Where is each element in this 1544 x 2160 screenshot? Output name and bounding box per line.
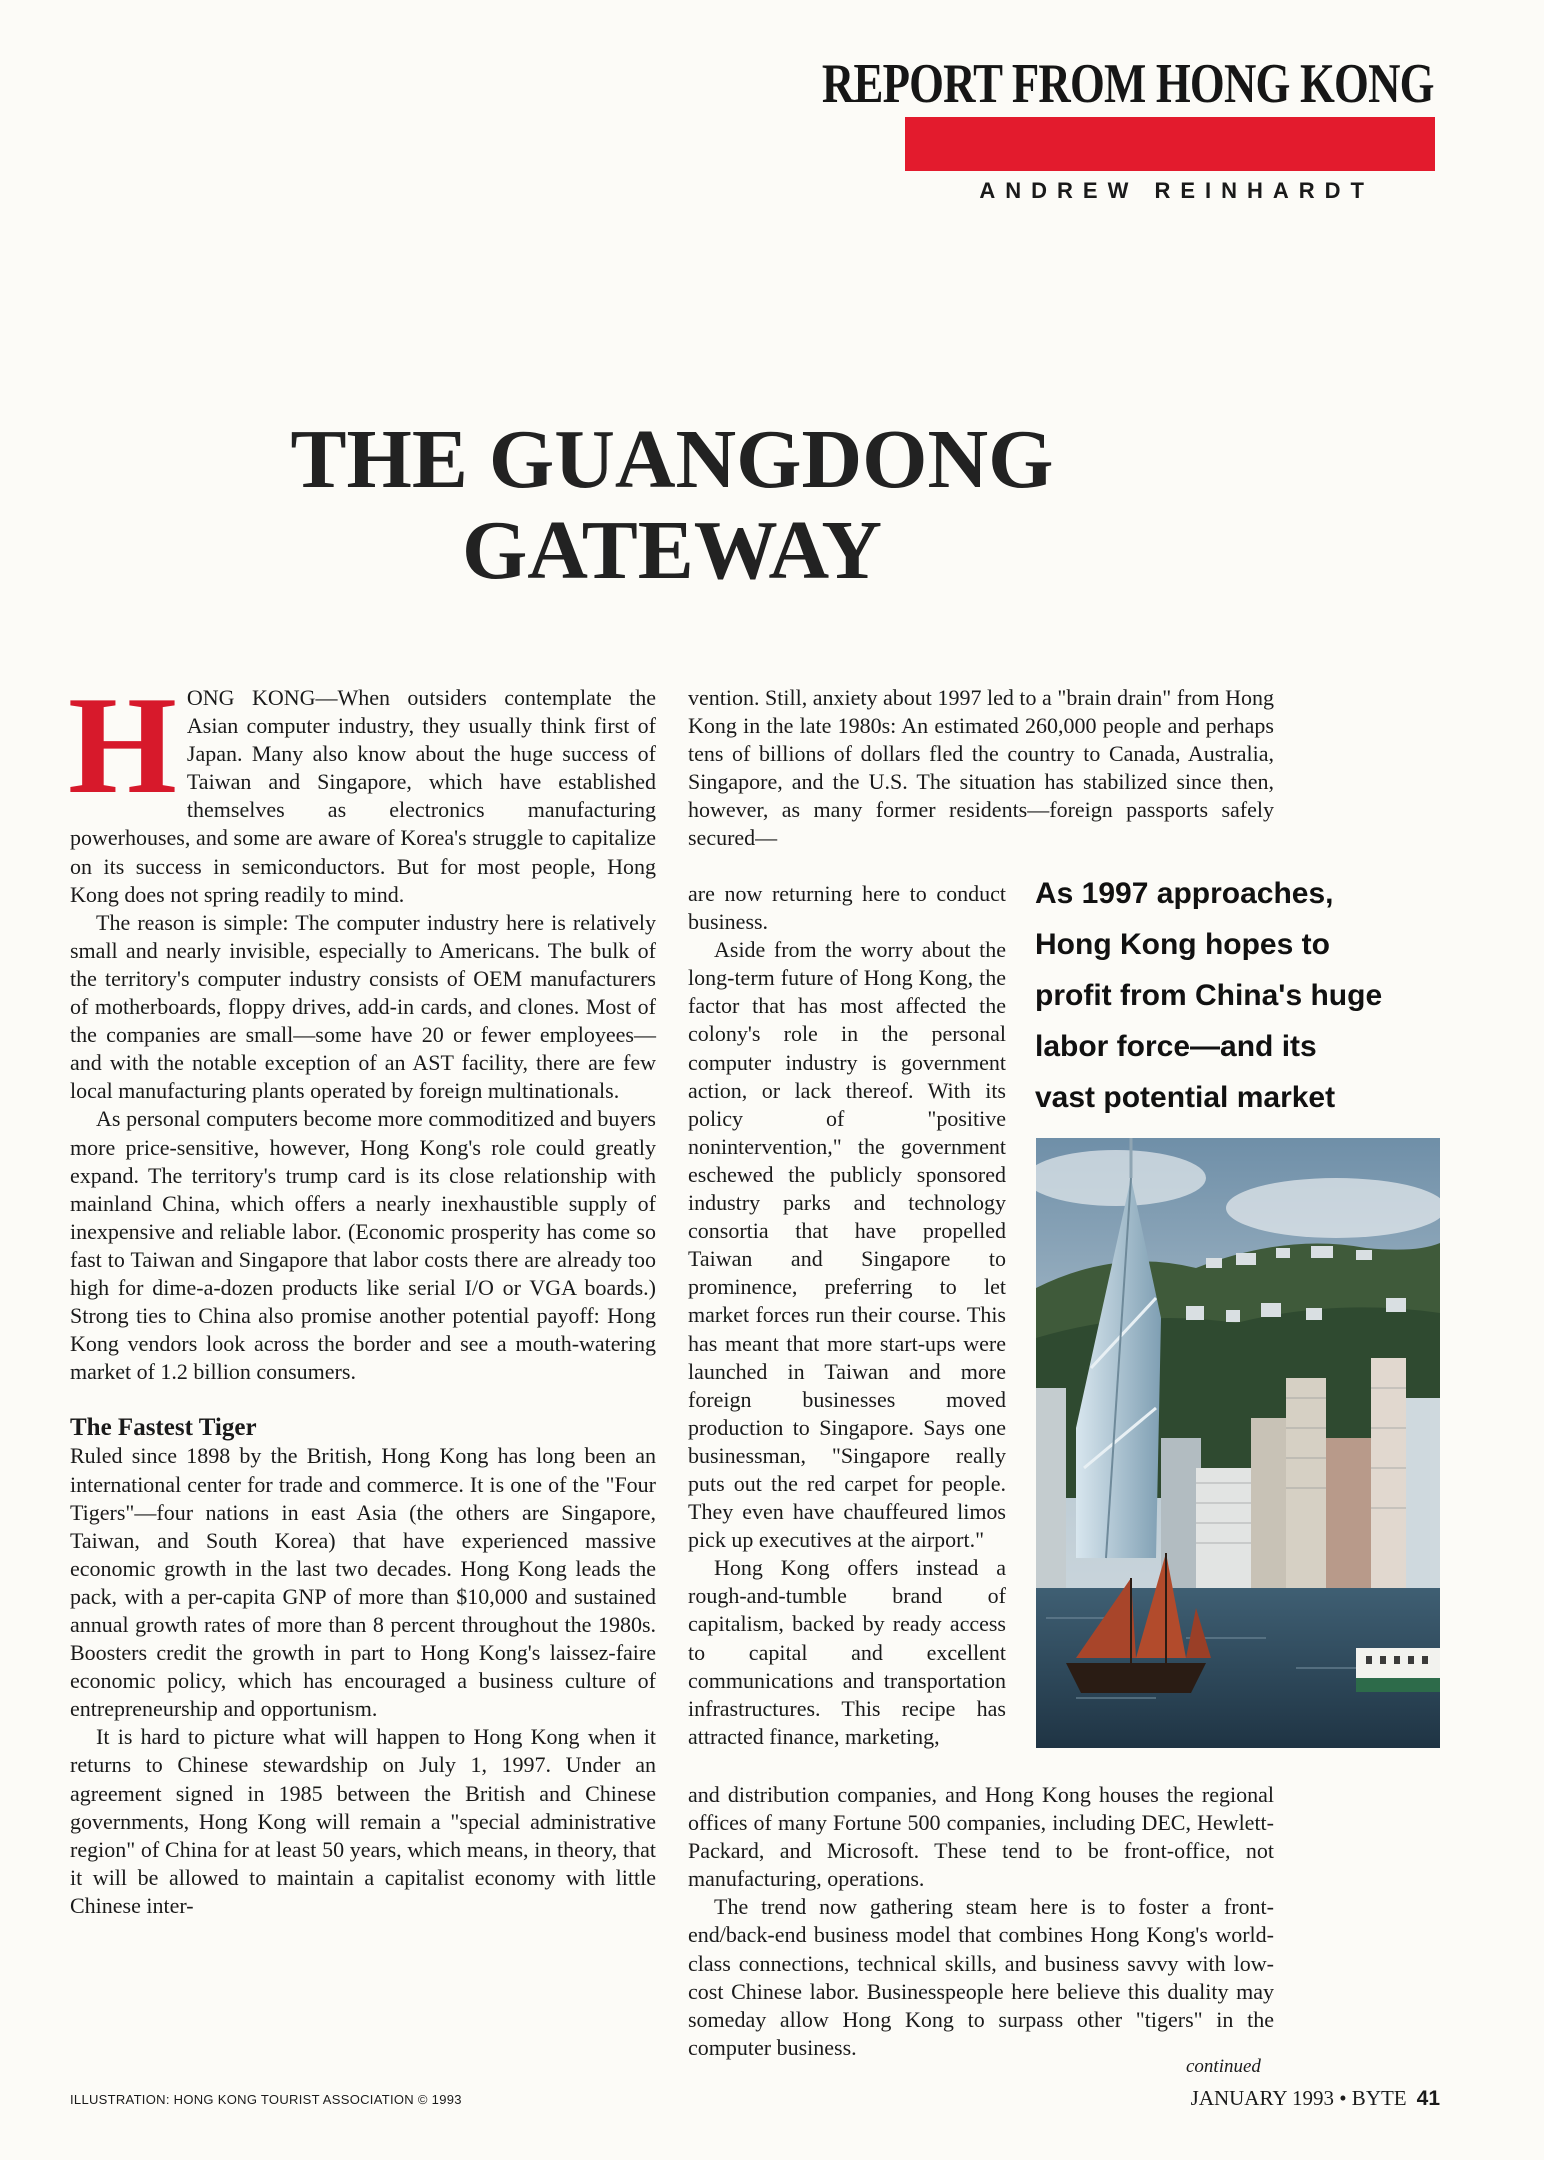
pull-quote-line: profit from China's huge: [1035, 979, 1383, 1012]
article-column-2-bottom: [688, 1781, 1274, 2062]
photo-credit: ILLUSTRATION: HONG KONG TOURIST ASSOCIATION © 1993: [70, 2092, 462, 2107]
pull-quote-line: Hong Kong hopes to: [1035, 928, 1330, 961]
continued-label: continued: [1186, 2056, 1261, 2077]
article-column-2-top: [688, 684, 1274, 853]
issue-date: JANUARY 1993 • BYTE: [1190, 2086, 1407, 2110]
paragraph-text: ONG KONG—When outsiders contemplate the Asian computer industry, they usually think first of Japan. Many also know about the huge success of Taiwan and Singapore, which have established themselves as electronics manufacturing powerhouses, and some are aware of Korea's struggle to capitalize on its success in semiconductors. But for most people, Hong Kong does not spring readily to mind.: [70, 685, 656, 907]
article-paragraph: and distribution companies, and Hong Kong houses the regional offices of many Fortune 500 companies, including DEC, Hewlett-Packard, and Microsoft. These tend to be front-office, not manufacturing, operations.: [688, 1782, 1274, 1892]
article-column-1: [68, 668, 656, 1920]
article-paragraph: Ruled since 1898 by the British, Hong Kong has long been an international center for trade and commerce. It is one of the "Four Tigers"—four nations in east Asia (the others are Singapore, Taiwan, and South Korea) that have experienced massive economic growth in the last two decades. Hong Kong leads the pack, with a per-capita GNP of more than $10,000 and sustained annual growth rates of more than 8 percent throughout the 1980s. Boosters credit the growth in part to Hong Kong's laissez-faire economic policy, which has encouraged a business culture of entrepreneurship and opportunism.: [70, 1443, 656, 1722]
pull-quote-line: labor force—and its: [1035, 1030, 1317, 1063]
headline-line-2: GATEWAY: [461, 503, 883, 597]
article-paragraph: It is hard to picture what will happen to Hong Kong when it returns to Chinese stewardship on July 1, 1997. Under an agreement signed in 1985 between the British and Chinese governments, Hong Kong will remain a "special administrative region" of China for at least 50 years, which means, in theory, that it will be allowed to maintain a capitalist economy with little Chinese inter-: [70, 1724, 656, 1918]
article-column-2-narrow: [688, 880, 1006, 1751]
subhead: The Fastest Tiger: [70, 1414, 257, 1442]
headline: [0, 415, 1344, 596]
pull-quote-line: As 1997 approaches,: [1035, 877, 1334, 910]
headline-line-1: THE GUANGDONG: [290, 413, 1054, 506]
folio: [1191, 2086, 1440, 2111]
article-paragraph: The reason is simple: The computer industry here is relatively small and nearly invisible, especially to Americans. The bulk of the territory's computer industry consists of OEM manufacturers of motherboards, floppy drives, add-in cards, and clones. Most of the companies are small—some have 20 or fewer employees—and with the notable exception of an AST facility, there are few local manufacturing plants operated by foreign multinationals.: [70, 909, 656, 1104]
article-paragraph: [68, 668, 656, 909]
pull-quote: [1035, 868, 1455, 1123]
article-paragraph: Hong Kong offers instead a rough-and-tumble brand of capitalism, backed by ready access to capital and excellent communications and transportation infrastructures. This recipe has attracted finance, marketing,: [688, 1555, 1006, 1749]
page-number: 41: [1416, 2087, 1440, 2110]
hong-kong-harbor-photo: [1036, 1138, 1440, 1748]
article-paragraph: are now returning here to conduct business.: [688, 881, 1006, 935]
article-paragraph: Aside from the worry about the long-term future of Hong Kong, the factor that has most affected the colony's role in the personal computer industry is government action, or lack thereof. With its policy of "positive nonintervention," the government eschewed the publicly sponsored industry parks and technology consortia that have propelled Taiwan and Singapore to prominence, preferring to let market forces run their course. This has meant that more start-ups were launched in Taiwan and more foreign businesses moved production to Singapore. Says one businessman, "Singapore really puts out the red carpet for people. They even have chauffeured limos pick up executives at the airport.": [688, 937, 1006, 1553]
article-paragraph: The trend now gathering steam here is to foster a front-end/back-end business model that combines Hong Kong's world-class connections, technical skills, and business savvy with low-cost Chinese labor. Businesspeople here believe this duality may someday allow Hong Kong to surpass other "tigers" in the computer business.: [688, 1894, 1274, 2060]
author-byline: ANDREW REINHARDT: [979, 178, 1374, 203]
article-paragraph: vention. Still, anxiety about 1997 led to a "brain drain" from Hong Kong in the late 1980s: An estimated 260,000 people and perhaps tens of billions of dollars fled the country to Canada, Australia, Singapore, and the U.S. The situation has stabilized since then, however, as many former residents—foreign passports safely secured—: [688, 685, 1274, 851]
section-title: REPORT FROM HONG KONG: [822, 53, 1434, 115]
drop-cap: H: [68, 668, 177, 823]
article-paragraph: As personal computers become more commoditized and buyers more price-sensitive, however, Hong Kong's role could greatly expand. The territory's trump card is its close relationship with mainland China, which offers a nearly inexhaustible supply of inexpensive and reliable labor. (Economic prosperity has come so fast to Taiwan and Singapore that labor costs there are already too high for dime-a-dozen products like serial I/O or VGA boards.) Strong ties to China also promise another potential payoff: Hong Kong vendors look across the border and see a mouth-watering market of 1.2 billion consumers.: [70, 1106, 656, 1385]
pull-quote-line: vast potential market: [1035, 1081, 1336, 1114]
section-color-bar: [905, 117, 1435, 171]
